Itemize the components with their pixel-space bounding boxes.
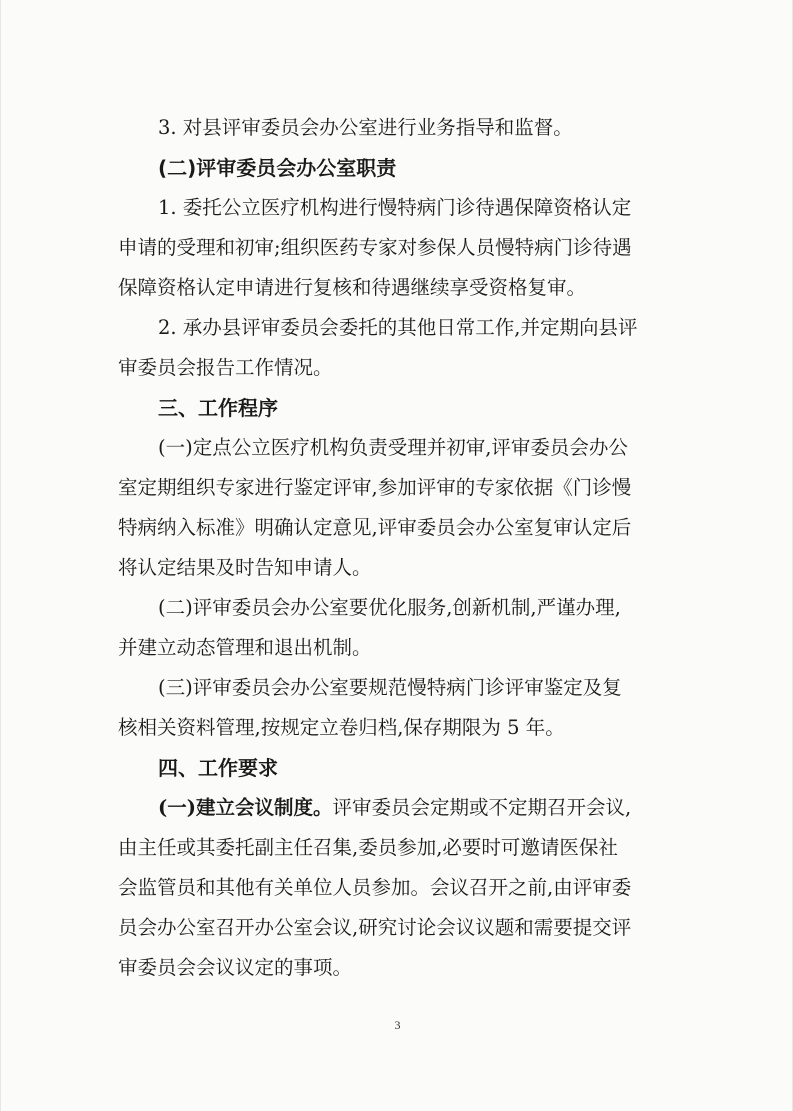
page-number: 3 bbox=[394, 1018, 401, 1032]
section-heading-procedure: 三、工作程序 bbox=[158, 396, 278, 420]
paragraph-line: 由主任或其委托副主任召集,委员参加,必要时可邀请医保社 bbox=[118, 836, 618, 859]
paragraph-item-3: 3. 对县评审委员会办公室进行业务指导和监督。 bbox=[158, 116, 573, 139]
paragraph-line: 审委员会报告工作情况。 bbox=[118, 356, 333, 379]
paragraph-line: (三)评审委员会办公室要规范慢特病门诊评审鉴定及复 bbox=[158, 676, 622, 699]
paragraph-line: 室定期组织专家进行鉴定评审,参加评审的专家依据《门诊慢 bbox=[118, 476, 632, 499]
document-body bbox=[118, 108, 684, 988]
section-heading-requirements: 四、工作要求 bbox=[158, 756, 278, 780]
paragraph-line: 保障资格认定申请进行复核和待遇继续享受资格复审。 bbox=[118, 276, 587, 299]
paragraph-lead-bold: (一)建立会议制度。 bbox=[158, 796, 333, 819]
paragraph-line: 将认定结果及时告知申请人。 bbox=[118, 556, 372, 579]
paragraph-line: (二)评审委员会办公室要优化服务,创新机制,严谨办理, bbox=[158, 596, 621, 619]
paragraph-line bbox=[118, 788, 684, 828]
paragraph-line: 并建立动态管理和退出机制。 bbox=[118, 636, 372, 659]
paragraph-procedure-1 bbox=[118, 428, 684, 588]
paragraph-line: 2. 承办县评审委员会委托的其他日常工作,并定期向县评 bbox=[158, 316, 638, 339]
paragraph-meeting-system bbox=[118, 788, 684, 988]
paragraph-line: 特病纳入标准》明确认定意见,评审委员会办公室复审认定后 bbox=[118, 516, 632, 539]
paragraph-line: 审委员会会议议定的事项。 bbox=[118, 956, 353, 979]
paragraph-line: (一)定点公立医疗机构负责受理并初审,评审委员会办公 bbox=[158, 436, 628, 459]
paragraph-line: 员会办公室召开办公室会议,研究讨论会议议题和需要提交评 bbox=[118, 916, 632, 939]
paragraph-line: 申请的受理和初审;组织医药专家对参保人员慢特病门诊待遇 bbox=[118, 236, 632, 259]
paragraph-line: 1. 委托公立医疗机构进行慢特病门诊待遇保障资格认定 bbox=[158, 196, 632, 219]
paragraph-procedure-2 bbox=[118, 588, 684, 668]
section-heading-office-duties: (二)评审委员会办公室职责 bbox=[158, 156, 397, 180]
paragraph-line-text: 评审委员会定期或不定期召开会议, bbox=[332, 796, 632, 819]
paragraph-procedure-3 bbox=[118, 668, 684, 748]
paragraph-line: 核相关资料管理,按规定立卷归档,保存期限为 5 年。 bbox=[118, 716, 565, 739]
paragraph-office-duty-2 bbox=[118, 308, 684, 388]
paragraph-line: 会监管员和其他有关单位人员参加。会议召开之前,由评审委 bbox=[118, 876, 632, 899]
paragraph-office-duty-1 bbox=[118, 188, 684, 308]
